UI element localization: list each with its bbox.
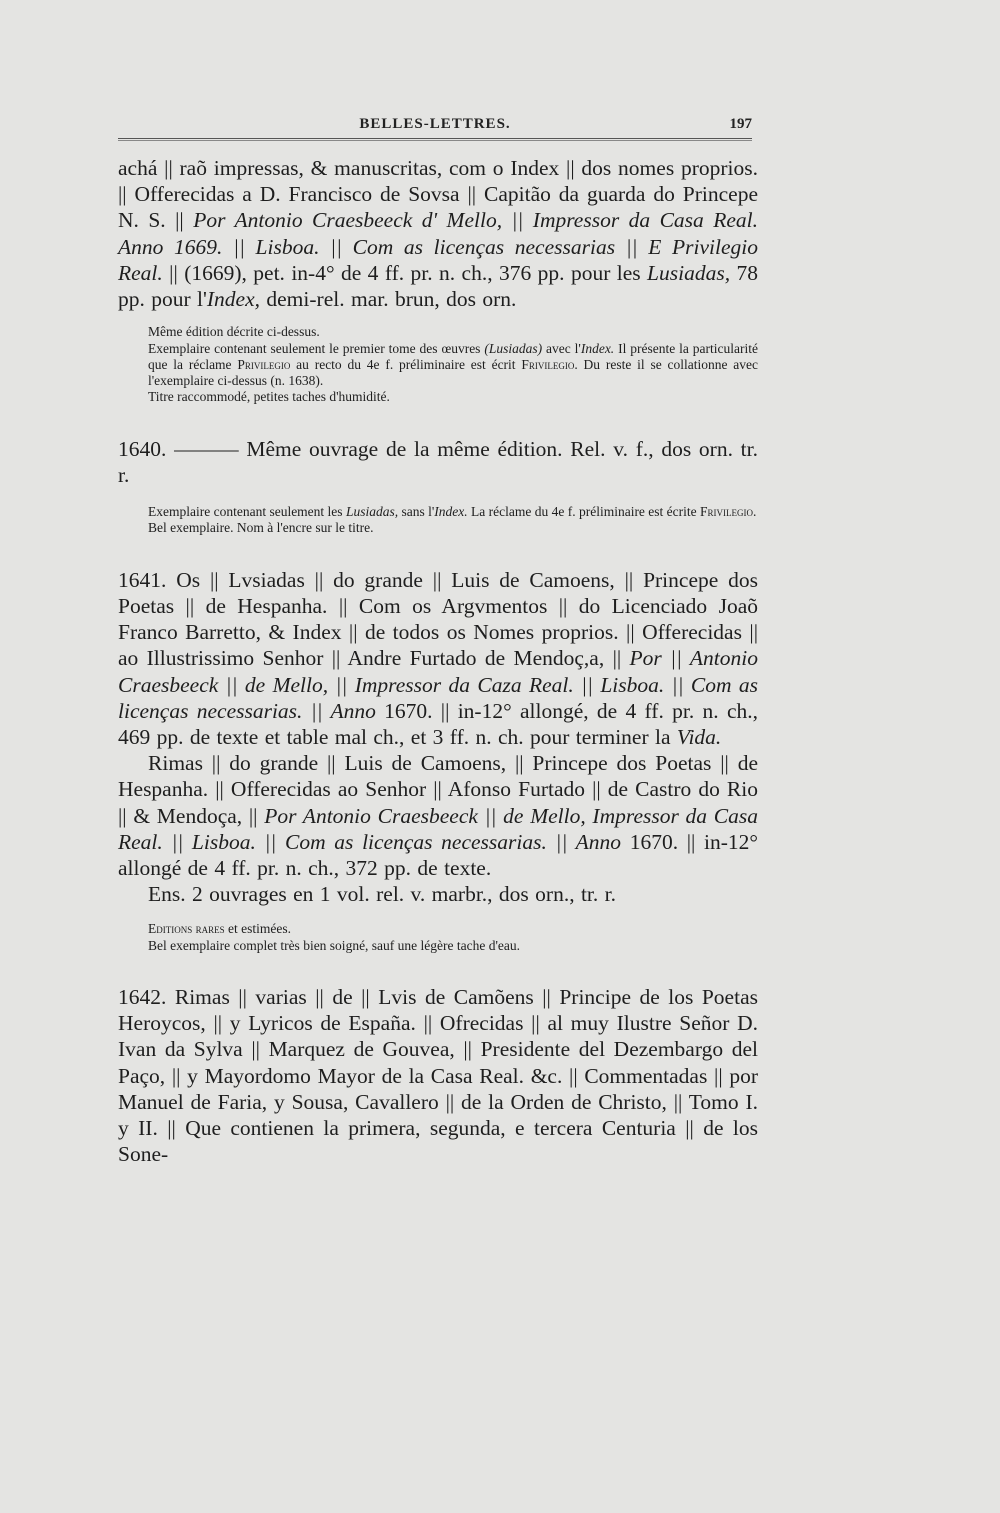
entry-1640-notes (118, 504, 758, 537)
entry-1641-rimas: Rimas || do grande || Luis de Camoens, || Princepe dos Poetas || de Hespanha. || Offerecidas ao Senhor || Afonso Furtado || de Castro do Rio || & Mendoça, || Por Antonio Craesbeeck || de Mello, Impressor da Casa Real. || Lisboa. || Com as licenças necessarias. || Anno 1670. || in-12° allongé de 4 ff. pr. n. ch., 372 pp. de texte. (118, 751, 758, 880)
entry-continuation-notes (118, 324, 758, 405)
note-line: Même édition décrite ci-dessus. (148, 324, 320, 340)
entry-number: 1640. (118, 436, 167, 461)
running-header (118, 116, 752, 136)
entry-1642: 1642. Rimas || varias || de || Lvis de Camõens || Principe de los Poetas Heroycos, || y Lyricos de España. || Ofrecidas || al muy Ilustre Señor D. Ivan da Sylva || Marquez de Gouvea, || Presidente del Dezembargo del Paço, || y Mayordomo Mayor de la Casa Real. &c. || Commentadas || por Manuel de Faria, y Sousa, Cavallero || de la Orden de Christo, || Tomo I. y II. || Que contienen la primera, segunda, e tercera Centuria || de los Sone- (118, 984, 758, 1167)
entry-1641-binding: Ens. 2 ouvrages en 1 vol. rel. v. marbr., dos orn., tr. r. (148, 882, 617, 907)
note-line: Bel exemplaire complet très bien soigné, sauf une légère tache d'eau. (148, 937, 521, 953)
note-line: Exemplaire contenant seulement les Lusiadas, sans l'Index. La réclame du 4e f. préliminaire est écrite Frivilegio. (148, 504, 757, 520)
note-line: Bel exemplaire. Nom à l'encre sur le titre. (148, 520, 374, 536)
running-title: BELLES-LETTRES. (359, 116, 511, 132)
entry-number: 1642. (118, 984, 167, 1009)
header-rule (118, 138, 752, 141)
entry-continuation: achá || raõ impressas, & manuscritas, com o Index || dos nomes proprios. || Offerecidas a D. Francisco de Sovsa || Capitão da guarda do Princepe N. S. || Por Antonio Craesbeeck d' Mello, || Impressor da Casa Real. Anno 1669. || Lisboa. || Com as licenças necessarias || E Privilegio Real. || (1669), pet. in-4° de 4 ff. pr. n. ch., 376 pp. pour les Lusiadas, 78 pp. pour l'Index, demi-rel. mar. brun, dos orn. (118, 156, 758, 312)
entry-1641-notes (118, 921, 758, 954)
note-line: Exemplaire contenant seulement le premier tome des œuvres (Lusiadas) avec l'Index. Il présente la particularité que la réclame Privilegio au recto du 4e f. préliminaire est écrit Frivilegio. Du reste il se collationne avec l'exemplaire ci-dessus (n. 1638). (148, 340, 758, 389)
note-line: Editions rares et estimées. (148, 921, 291, 937)
page-number: 197 (729, 116, 752, 132)
entry-1641: 1641. Os || Lvsiadas || do grande || Luis de Camoens, || Princepe dos Poetas || de Hespanha. || Com os Argvmentos || do Licenciado Joaõ Franco Barretto, & Index || de todos os Nomes proprios. || Offerecidas || ao Illustrissimo Senhor || Andre Furtado de Mendoç,a, || Por || Antonio Craesbeeck || de Mello, || Impressor da Caza Real. || Lisboa. || Com as licenças necessarias. || Anno 1670. || in-12° allongé, de 4 ff. pr. n. ch., 469 pp. de texte et table mal ch., et 3 ff. n. ch. pour terminer la Vida. (118, 567, 758, 749)
entry-1640: 1640. ——— Même ouvrage de la même édition. Rel. v. f., dos orn. tr. r. (118, 436, 758, 487)
note-line: Titre raccommodé, petites taches d'humidité. (148, 389, 390, 405)
page-body (118, 155, 758, 1167)
entry-number: 1641. (118, 567, 167, 592)
